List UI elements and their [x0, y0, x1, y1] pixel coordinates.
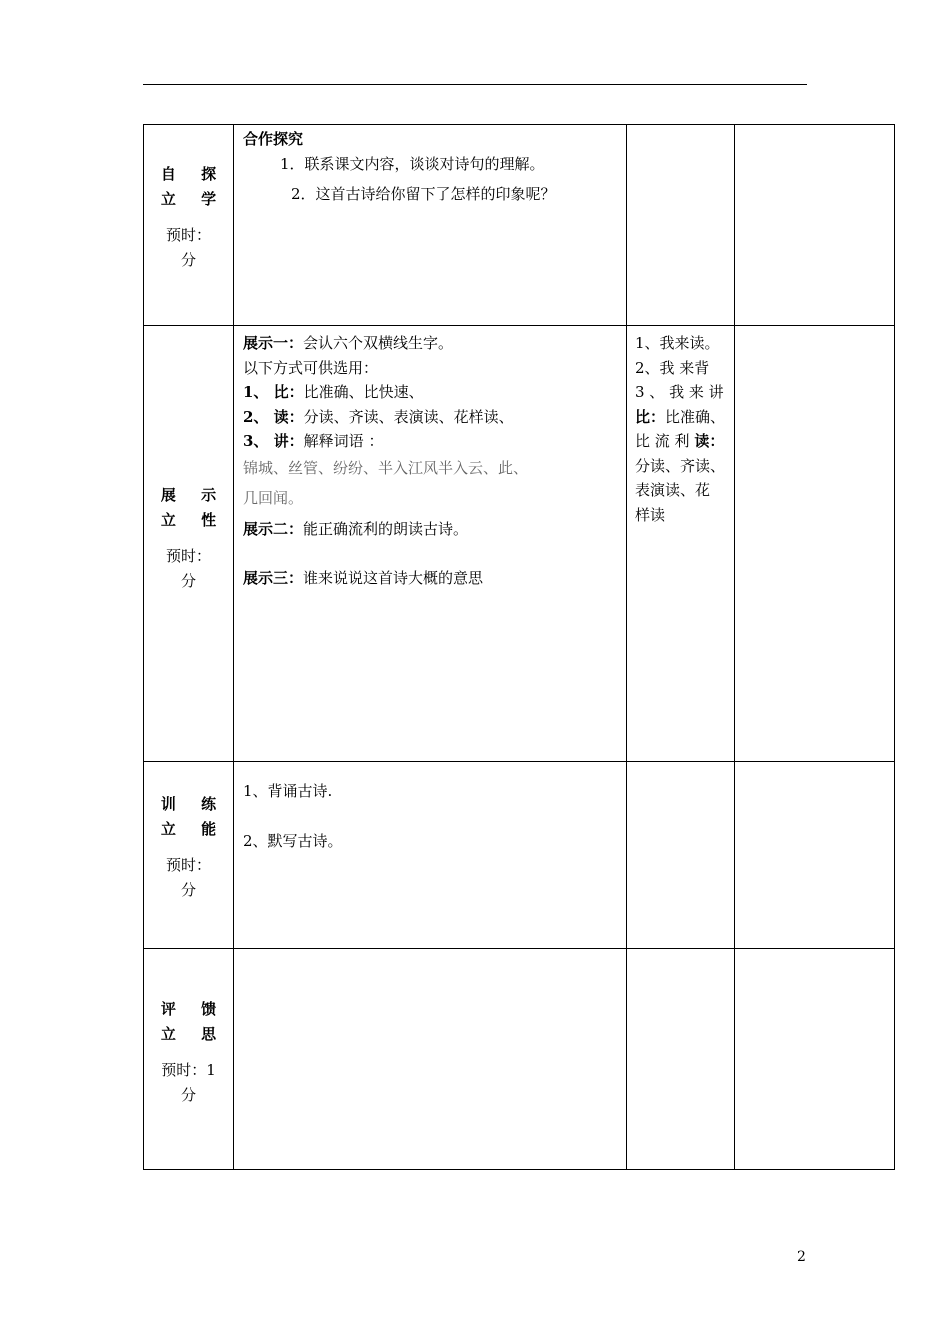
show-three-heading: 展示三： — [243, 569, 304, 587]
row-label-cell — [144, 949, 234, 1170]
side-line: 1、我来读。 — [635, 334, 720, 352]
row-label-cell — [144, 326, 234, 762]
row-label — [144, 792, 233, 903]
content-cell — [234, 125, 627, 326]
side-cell — [627, 762, 735, 949]
side-line: 分读、齐读、 — [635, 456, 726, 475]
label-line-1: 自 探 — [160, 165, 227, 183]
row-label — [144, 997, 233, 1108]
content-cell — [234, 326, 627, 762]
label-line-1: 展 示 — [160, 486, 227, 504]
time-label: 预时：1 — [161, 1061, 216, 1079]
option-text: 解释词语 ： — [303, 432, 384, 450]
task-item: 2、默写古诗。 — [243, 831, 343, 850]
option-item — [243, 405, 617, 430]
table-row — [144, 326, 895, 762]
label-line-1: 评 馈 — [160, 1000, 227, 1018]
label-line-2: 立 能 — [160, 820, 227, 838]
option-heading: 2、 读： — [243, 407, 304, 426]
time-unit: 分 — [180, 881, 196, 899]
table-row — [144, 949, 895, 1170]
show-three-text: 谁来说说这首诗大概的意思 — [303, 569, 484, 587]
page-number: 2 — [797, 1249, 806, 1265]
time-label: 预时： — [165, 856, 211, 874]
show-one — [243, 331, 617, 356]
options-intro: 以下方式可供选用： — [243, 358, 379, 377]
notes-cell — [735, 326, 895, 762]
side-line: 表演读、花 — [635, 481, 711, 499]
side-line: 2、我 来背 — [635, 358, 710, 377]
label-line-2: 立 性 — [160, 511, 227, 529]
time-label: 预时： — [165, 547, 211, 565]
question-item: 1．联系课文内容，谈谈对诗句的理解。 — [280, 154, 545, 173]
show-two-text: 能正确流利的朗读古诗。 — [303, 519, 469, 538]
time-label: 预时： — [165, 226, 211, 244]
side-cell — [627, 125, 735, 326]
show-one-text: 会认六个双横线生字。 — [303, 334, 454, 352]
show-two — [243, 517, 617, 542]
side-line — [635, 429, 726, 454]
time-unit: 分 — [180, 572, 196, 590]
label-line-1: 训 练 — [160, 795, 227, 813]
row-label — [144, 162, 233, 273]
side-text: 比准确、 — [665, 407, 726, 426]
lesson-plan-table — [143, 124, 895, 1170]
side-bold: 读： — [694, 432, 725, 450]
table-row — [144, 125, 895, 326]
option-heading: 1、 比： — [243, 383, 304, 401]
row-label-cell — [144, 125, 234, 326]
label-line-2: 立 思 — [160, 1025, 227, 1043]
header-rule — [143, 84, 807, 85]
time-unit: 分 — [180, 1086, 196, 1104]
option-text: 分读、齐读、表演读、花样读、 — [303, 407, 514, 426]
notes-cell — [735, 762, 895, 949]
section-title: 合作探究 — [243, 130, 304, 148]
question-item: 2．这首古诗给你留下了怎样的印象呢？ — [291, 185, 556, 203]
side-line: 样读 — [635, 505, 666, 524]
side-line — [635, 405, 726, 430]
table-row — [144, 762, 895, 949]
option-item — [243, 380, 617, 405]
side-line: 3 、 我 来 讲 — [635, 383, 724, 401]
task-item: 1、背诵古诗. — [243, 782, 333, 800]
show-one-heading: 展示一： — [243, 334, 304, 352]
label-line-2: 立 学 — [160, 190, 227, 208]
row-label — [144, 483, 233, 594]
notes-cell — [735, 125, 895, 326]
option-heading: 3、 讲： — [243, 432, 304, 450]
vocabulary-words: 几回闻。 — [243, 489, 304, 507]
option-item — [243, 429, 617, 454]
content-cell — [234, 949, 627, 1170]
time-unit: 分 — [180, 251, 196, 269]
show-three — [243, 566, 617, 591]
side-cell — [627, 326, 735, 762]
side-text: 比 流 利 — [635, 432, 695, 450]
side-cell — [627, 949, 735, 1170]
show-two-heading: 展示二： — [243, 519, 304, 538]
content-cell — [234, 762, 627, 949]
option-text: 比准确、比快速、 — [303, 383, 424, 401]
notes-cell — [735, 949, 895, 1170]
side-bold: 比： — [635, 407, 666, 426]
vocabulary-words: 锦城、丝管、纷纷、半入江风半入云、此、 — [243, 458, 529, 477]
row-label-cell — [144, 762, 234, 949]
